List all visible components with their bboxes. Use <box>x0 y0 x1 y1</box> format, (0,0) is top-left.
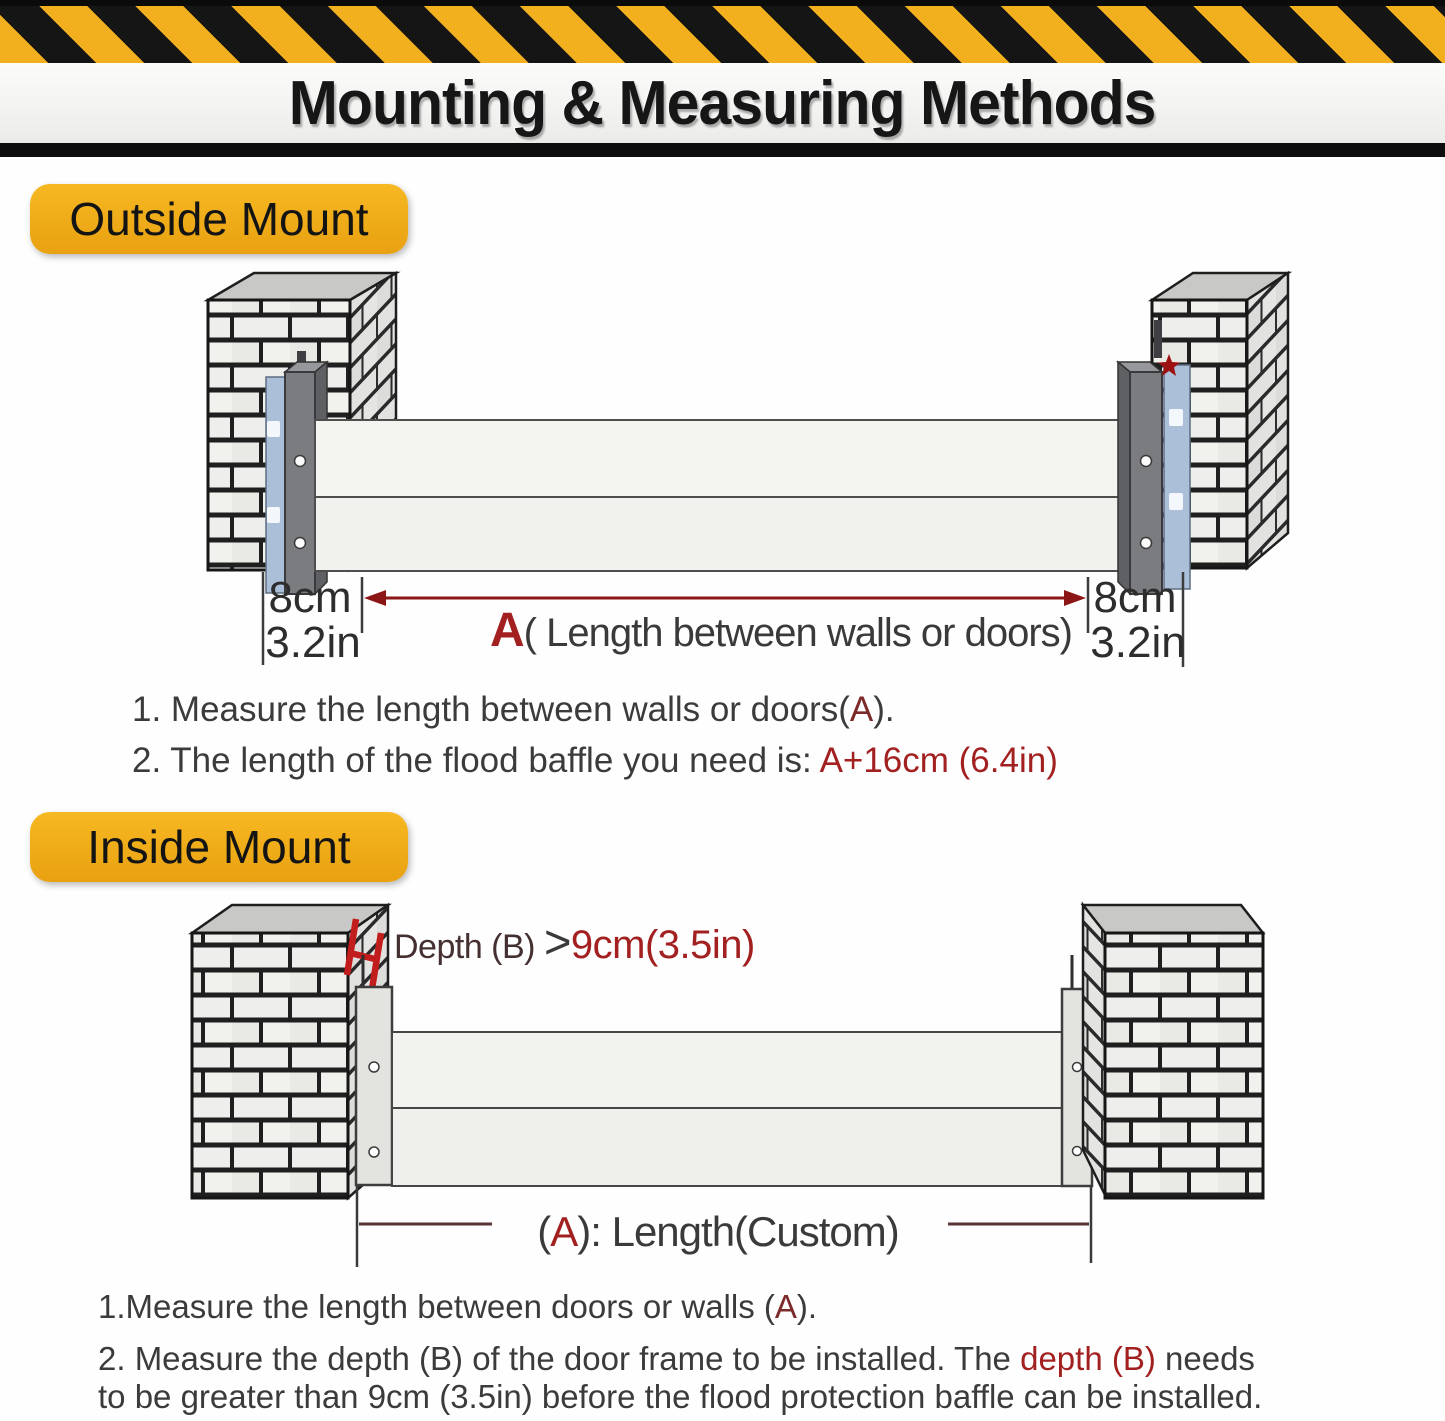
dim-left-cm-label: 8cm <box>268 573 352 622</box>
screw-hole <box>1073 1063 1082 1072</box>
outside-step-1: 1. Measure the length between walls or doors(A). <box>132 690 895 729</box>
screw-hole <box>369 1062 379 1072</box>
hazard-stripe-band <box>0 6 1445 63</box>
outside-flood-barrier <box>315 420 1137 571</box>
inside-step-2-line1: 2. Measure the depth (B) of the door frame to be installed. The depth (B) needs <box>98 1340 1255 1377</box>
inside-step-2-line2: to be greater than 9cm (3.5in) before the flood protection baffle can be installed. <box>98 1378 1263 1415</box>
screw-hole <box>1073 1147 1082 1156</box>
header-banner <box>0 0 1445 157</box>
screw-hole <box>295 456 306 467</box>
depth-label: Depth (B) >9cm(3.5in) <box>394 915 755 968</box>
span-length-label: A( Length between walls or doors) <box>490 604 1072 657</box>
page-title: Mounting & Measuring Methods <box>289 69 1156 138</box>
outside-step-2: 2. The length of the flood baffle you need is: A+16cm (6.4in) <box>132 741 1058 780</box>
screw-hole <box>295 538 306 549</box>
blue-seal-rail <box>1164 365 1190 589</box>
length-custom-label: (A): Length(Custom) <box>537 1208 899 1255</box>
dimension-arrow <box>364 590 1086 606</box>
dim-right-cm-label: 8cm <box>1093 573 1177 622</box>
dim-right-in-label: 3.2in <box>1090 618 1186 667</box>
inside-step-1: 1.Measure the length between doors or walls (A). <box>98 1288 818 1325</box>
outside-mount-badge <box>30 184 408 254</box>
blue-seal-rail <box>266 377 285 593</box>
outside-mount-badge-label: Outside Mount <box>69 193 369 245</box>
anchor-pin <box>1154 320 1162 358</box>
screw-hole <box>1141 456 1152 467</box>
inside-right-brick-pillar <box>1083 905 1263 1198</box>
title-band <box>0 63 1445 144</box>
inside-mount-diagram <box>0 895 1445 1270</box>
inside-flood-barrier <box>392 1032 1062 1186</box>
screw-hole <box>1141 538 1152 549</box>
inside-mount-badge-label: Inside Mount <box>87 821 351 873</box>
dim-left-in-label: 3.2in <box>265 618 361 667</box>
inside-mount-badge <box>30 812 408 882</box>
outside-mount-diagram <box>0 265 1445 690</box>
header-bottom-bar <box>0 143 1445 157</box>
inside-left-mounting-plate <box>356 955 392 1185</box>
screw-hole <box>369 1147 379 1157</box>
